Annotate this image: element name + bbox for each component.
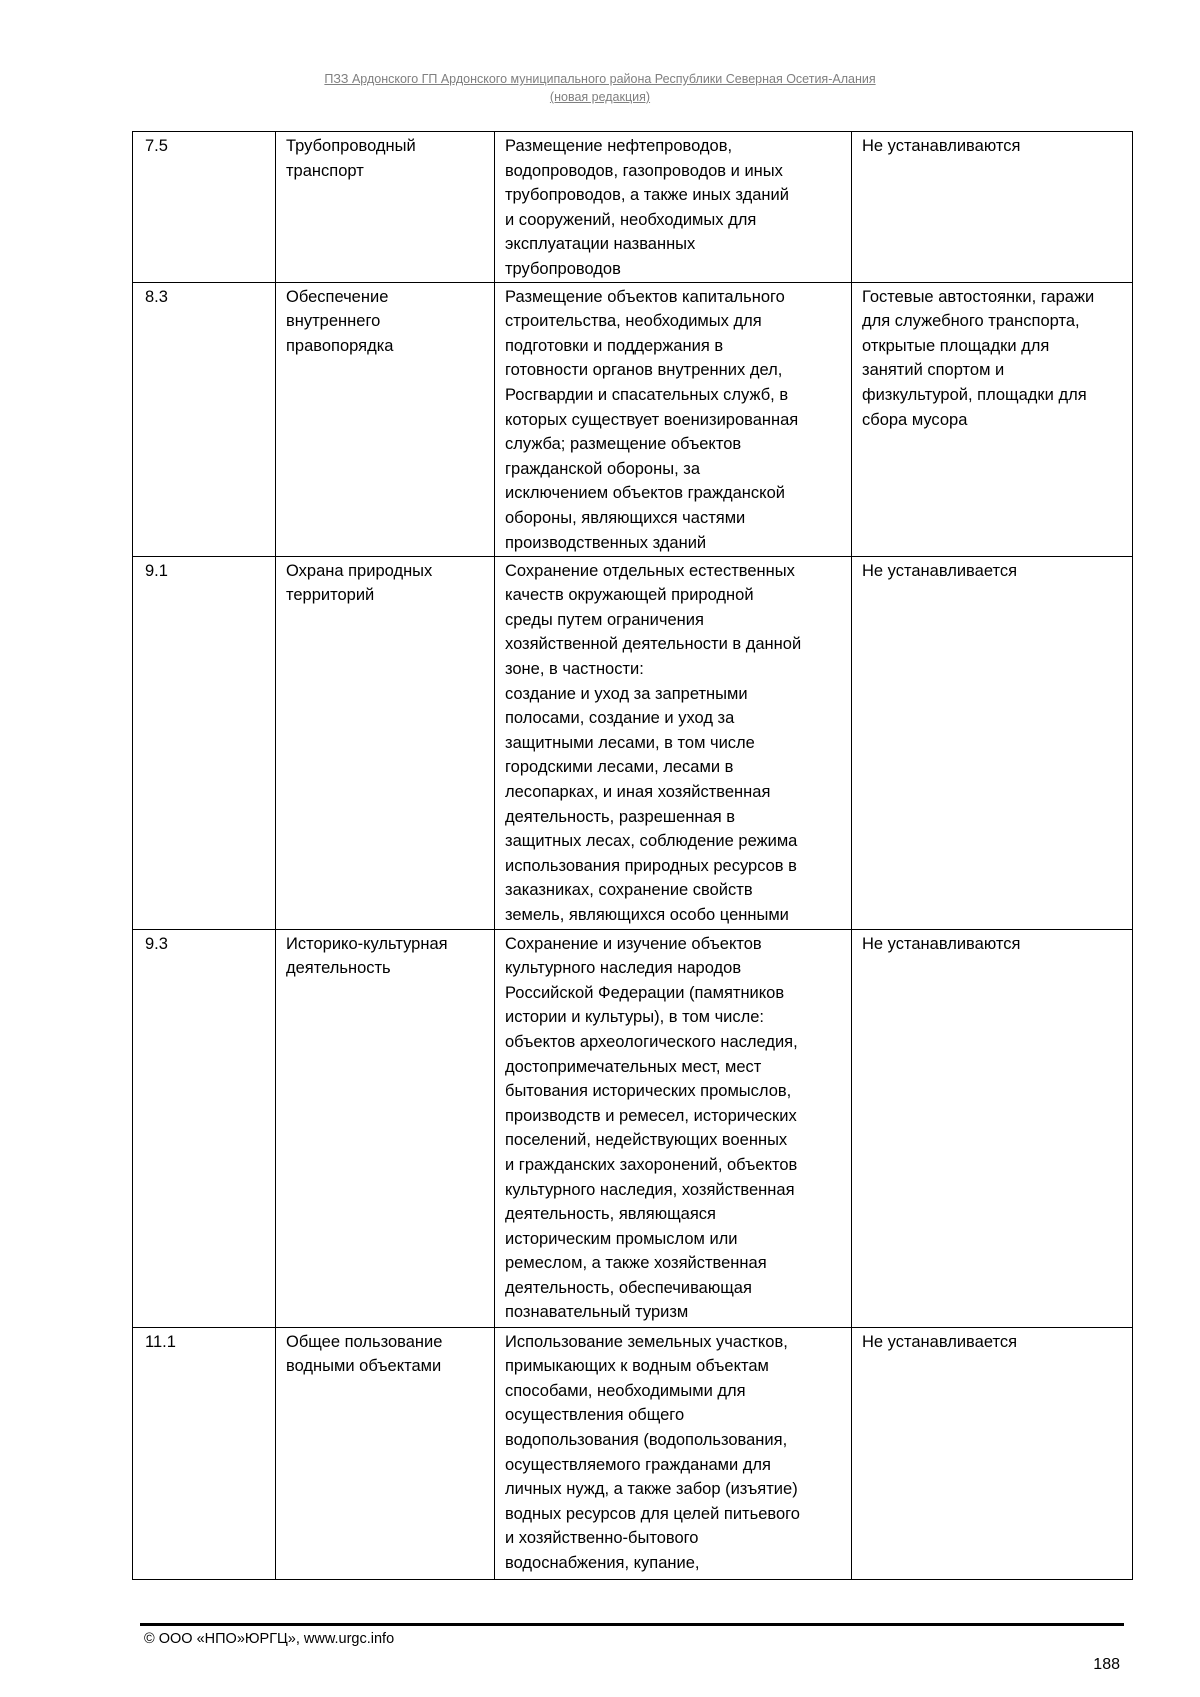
row-params: Гостевые автостоянки, гаражи для служебного транспорта, открытые площадки для занятий спортом и физкультурой, площадки для сбора мусора bbox=[852, 282, 1133, 556]
row-name: Историко-культурная деятельность bbox=[276, 929, 495, 1327]
row-name: Охрана природных территорий bbox=[276, 556, 495, 929]
row-code: 9.3 bbox=[133, 929, 276, 1327]
row-params: Не устанавливаются bbox=[852, 132, 1133, 283]
row-code: 11.1 bbox=[133, 1327, 276, 1579]
zoning-table bbox=[132, 131, 1133, 1580]
row-code: 9.1 bbox=[133, 556, 276, 929]
header-subtitle: (новая редакция) bbox=[549, 90, 651, 104]
row-code: 8.3 bbox=[133, 282, 276, 556]
table-row bbox=[133, 556, 1133, 929]
row-name: Трубопроводный транспорт bbox=[276, 132, 495, 283]
row-description: Размещение объектов капитального строительства, необходимых для подготовки и поддержания в готовности органов внутренних дел, Росгвардии и спасательных служб, в которых существует военизированная служба; размещение объектов гражданской обороны, за исключением объектов гражданской обороны, являющихся частями производственных зданий bbox=[495, 282, 852, 556]
table-row bbox=[133, 282, 1133, 556]
row-description: Сохранение отдельных естественных качеств окружающей природной среды путем ограничения хозяйственной деятельности в данной зоне, в частности: создание и уход за запретными полосами, создание и уход за защитными лесами, в том числе городскими лесами, лесами в лесопарках, и иная хозяйственная деятельность, разрешенная в защитных лесах, соблюдение режима использования природных ресурсов в заказниках, сохранение свойств земель, являющихся особо ценными bbox=[495, 556, 852, 929]
table-row bbox=[133, 929, 1133, 1327]
row-name: Общее пользование водными объектами bbox=[276, 1327, 495, 1579]
row-params: Не устанавливается bbox=[852, 1327, 1133, 1579]
footer-copyright: © ООО «НПО»ЮРГЦ», www.urgc.info bbox=[144, 1631, 395, 1647]
row-description: Использование земельных участков, примыкающих к водным объектам способами, необходимыми для осуществления общего водопользования (водопользования, осуществляемого гражданами для личных нужд, а также забор (изъятие) водных ресурсов для целей питьевого и хозяйственно-бытового водоснабжения, купание, bbox=[495, 1327, 852, 1579]
table-row bbox=[133, 1327, 1133, 1579]
row-description: Размещение нефтепроводов, водопроводов, газопроводов и иных трубопроводов, а также иных зданий и сооружений, необходимых для эксплуатации названных трубопроводов bbox=[495, 132, 852, 283]
row-params: Не устанавливается bbox=[852, 556, 1133, 929]
header-title: ПЗЗ Ардонского ГП Ардонского муниципального района Республики Северная Осетия-Алания bbox=[324, 72, 876, 86]
row-code: 7.5 bbox=[133, 132, 276, 283]
row-description: Сохранение и изучение объектов культурного наследия народов Российской Федерации (памятников истории и культуры), в том числе: объектов археологического наследия, достопримечательных мест, мест бытования исторических промыслов, производств и ремесел, исторических поселений, недействующих военных и гражданских захоронений, объектов культурного наследия, хозяйственная деятельность, являющаяся историческим промыслом или ремеслом, а также хозяйственная деятельность, обеспечивающая познавательный туризм bbox=[495, 929, 852, 1327]
table-row bbox=[133, 132, 1133, 283]
page-number: 188 bbox=[1093, 1656, 1120, 1673]
row-params: Не устанавливаются bbox=[852, 929, 1133, 1327]
page-header bbox=[0, 70, 1200, 106]
footer-divider bbox=[140, 1623, 1124, 1626]
row-name: Обеспечение внутреннего правопорядка bbox=[276, 282, 495, 556]
